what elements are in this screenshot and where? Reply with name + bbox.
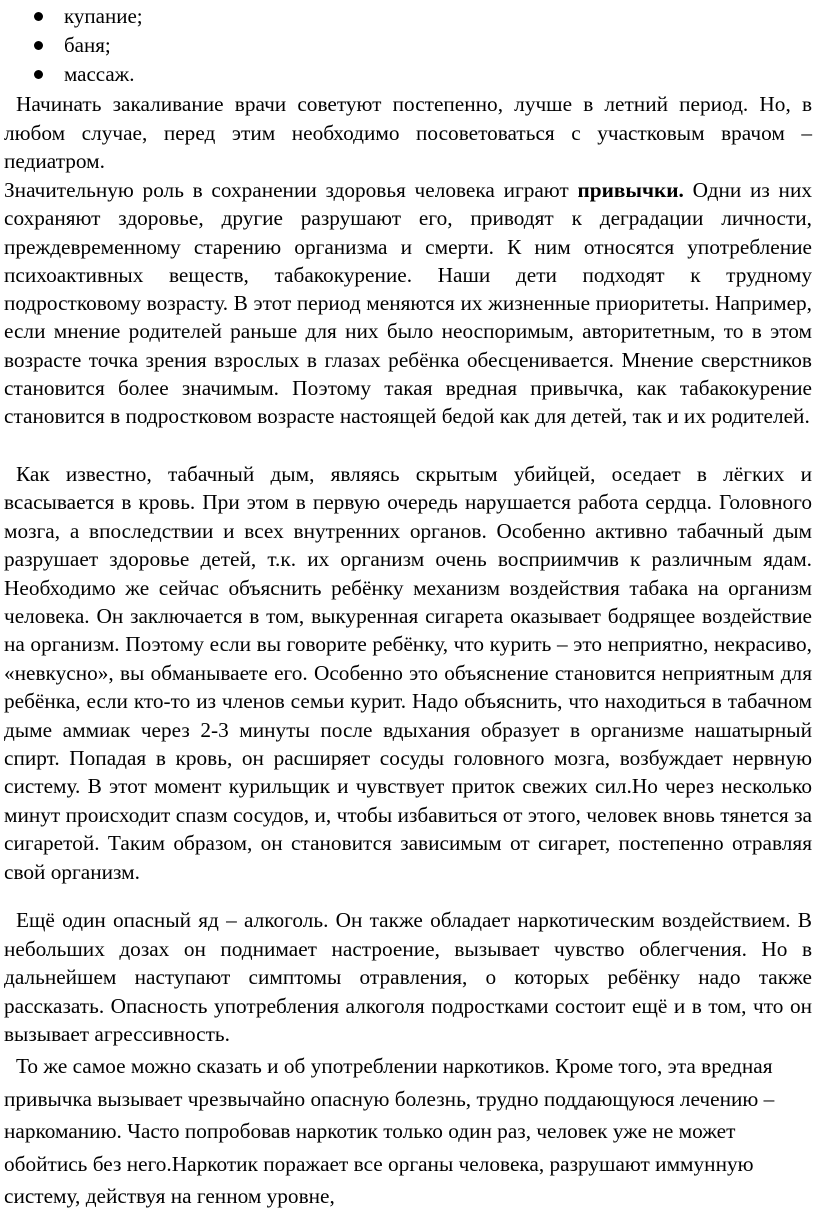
paragraph-alcohol <box>4 906 812 1049</box>
paragraph-smoking <box>4 460 812 886</box>
bullet-icon <box>34 12 43 21</box>
list-item <box>34 2 143 31</box>
paragraph-text: Как известно, табачный дым, являясь скрытым убийцей, оседает в лёгких и всасывается в кровь. При этом в первую очередь нарушается работа сердца. Головного мозга, а впоследствии и всех внутренних органов. Особенно активно табачный дым разрушает здоровье детей, т.к. их организм очень восприимчив к различным ядам. Необходимо же сейчас объяснить ребёнку механизм воздействия табака на организм человека. Он заключается в том, выкуренная сигарета оказывает бодрящее воздействие на организм. Поэтому если вы говорите ребёнку, что курить – это неприятно, некрасиво, «невкусно», вы обманываете его. Особенно это объяснение становится неприятным для ребёнка, если кто-то из членов семьи курит. Надо объяснить, что находиться в табачном дыме аммиак через 2-3 минуты после вдыхания образует в организме нашатырный спирт. Попадая в кровь, он расширяет сосуды головного мозга, возбуждает нервную систему. В этот момент курильщик и чувствует приток свежих сил.Но через несколько минут происходит спазм сосудов, и, чтобы избавиться от этого, человек вновь тянется за сигаретой. Таким образом, он становится зависимым от сигарет, постепенно отравляя свой организм. <box>4 462 812 884</box>
bullet-list <box>34 2 143 89</box>
paragraph-habits <box>4 176 812 431</box>
paragraph-text: Ещё один опасный яд – алкоголь. Он также обладает наркотическим воздействием. В небольших дозах он поднимает настроение, вызывает чувство облегчения. Но в дальнейшем наступают симптомы отравления, о которых ребёнку надо также рассказать. Опасность употребления алкоголя подростками состоит ещё и в том, что он вызывает агрессивность. <box>4 908 812 1046</box>
paragraph-drugs <box>4 1050 812 1213</box>
list-item-text: купание; <box>64 4 143 28</box>
paragraph-text: Одни из них сохраняют здоровье, другие разрушают его, приводят к деградации личности, преждевременному старению организма и смерти. К ним относятся употребление психоактивных веществ, табакокурение. Наши дети подходят к трудному подростковому возрасту. В этот период меняются их жизненные приоритеты. Например, если мнение родителей раньше для них было неоспоримым, авторитетным, то в этом возрасте точка зрения взрослых в глазах ребёнка обесценивается. Мнение сверстников становится более значимым. Поэтому такая вредная привычка, как табакокурение становится в подростковом возрасте настоящей бедой как для детей, так и их родителей. <box>4 178 812 429</box>
paragraph-text: То же самое можно сказать и об употреблении наркотиков. Кроме того, эта вредная привычка вызывает чрезвычайно опасную болезнь, трудно поддающуюся лечению – наркоманию. Часто попробовав наркотик только один раз, человек уже не может обойтись без него.Наркотик поражает все органы человека, разрушают иммунную систему, действуя на генном уровне, <box>4 1054 775 1208</box>
paragraph-text: Начинать закаливание врачи советуют постепенно, лучше в летний период. Но, в любом случае, перед этим необходимо посоветоваться с участковым врачом – педиатром. <box>4 92 812 173</box>
list-item <box>34 60 143 89</box>
paragraph-text: Значительную роль в сохранении здоровья человека играют <box>4 178 578 202</box>
list-item-text: массаж. <box>64 62 135 86</box>
list-item <box>34 31 143 60</box>
bullet-icon <box>34 41 43 50</box>
paragraph-hardening <box>4 90 812 176</box>
bullet-icon <box>34 70 43 79</box>
list-item-text: баня; <box>64 33 111 57</box>
bold-term: привычки. <box>577 178 684 202</box>
